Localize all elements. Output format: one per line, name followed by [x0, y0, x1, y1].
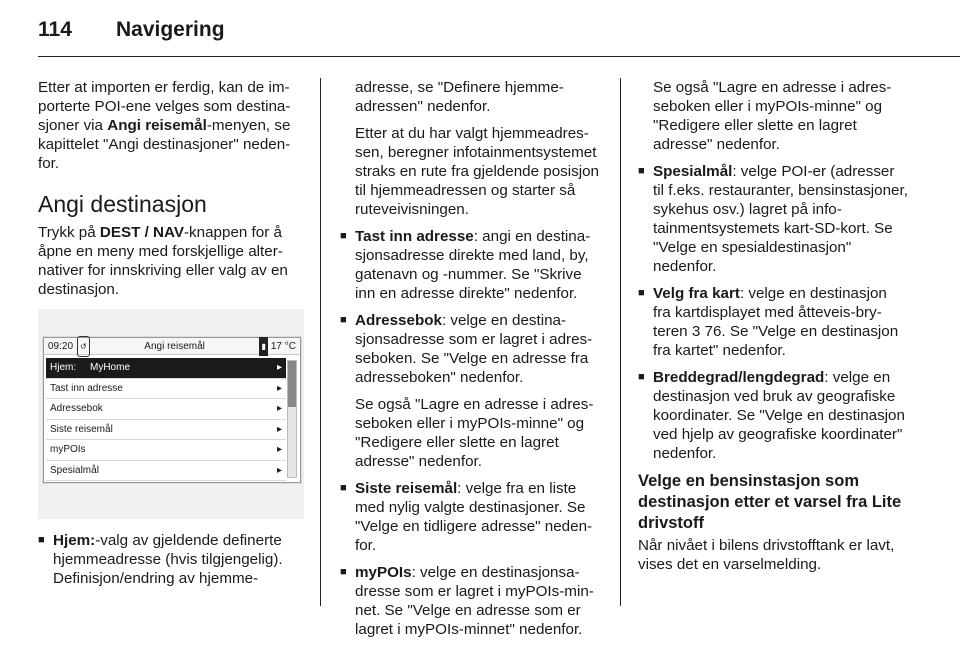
column-divider	[320, 78, 321, 606]
menu-item-tast-inn-adresse[interactable]: Tast inn adresse ▸	[46, 379, 286, 400]
menu-item-spesialmal[interactable]: Spesialmål ▸	[46, 461, 286, 482]
intro-paragraph: Etter at importen er ferdig, kan de importerte POI-ene velges som destinasjoner via Angi reisemål-menyen, se kapittelet "Angi destinasjoner" nedenfor.	[38, 79, 291, 172]
menu-item-siste-reisemal[interactable]: Siste reisemål ▸	[46, 420, 286, 441]
list-item-breddegrad: ■ Breddegrad/lengdegrad: velge en destinasjon ved bruk av geografiske koordinater. Se "Velge en destinasjon ved hjelp av geografiske koordinater" nedenfor.	[638, 368, 908, 463]
list-item-velg-fra-kart: ■ Velg fra kart: velge en destinasjon fra kartdisplayet med åtteveis-bryteren 3 76. Se "Velge en destinasjon fra kartet" nedenfor.	[638, 284, 908, 360]
page-header	[38, 18, 225, 42]
screen-status-bar	[44, 338, 300, 355]
screenshot-figure	[38, 309, 304, 519]
page-title: Navigering	[116, 18, 225, 41]
adressebok-note: Se også "Lagre en adresse i adresseboken eller i myPOIs-minne" og "Redigere eller slette en lagret adresse" nedenfor.	[355, 396, 594, 470]
screen-time: 09:20	[48, 340, 74, 352]
hjem-detail: Etter at du har valgt hjemmeadressen, beregner infotainmentsystemet straks en rute fra gjeldende posisjon til hjemmeadressen og starter så ruteveivisningen.	[355, 125, 599, 218]
chevron-right-icon: ▸	[276, 444, 282, 456]
list-item-adressebok: ■ Adressebok: velge en destinasjonsadresse som er lagret i adresseboken. Se "Velge en adresse fra adresseboken" nedenfor.	[340, 311, 606, 387]
chevron-right-icon: ▸	[276, 423, 282, 435]
chevron-right-icon: ▸	[276, 464, 282, 476]
chevron-right-icon: ▸	[276, 382, 282, 394]
menu-item-adressebok[interactable]: Adressebok ▸	[46, 399, 286, 420]
column-3	[638, 78, 908, 582]
header-rule	[38, 56, 960, 57]
infotainment-screen	[43, 337, 301, 483]
section-heading: Angi destinasjon	[38, 191, 207, 217]
menu-item-hjem[interactable]: Hjem: MyHome ▸	[46, 358, 286, 379]
list-item-spesialmal: ■ Spesialmål: velge POI-er (adresser til f.eks. restauranter, bensinstasjoner, sykehus osv.) lagret på infotainmentsystemets kart-SD-kort. Se "Velge en spesialdestinasjon" nedenfor.	[638, 162, 908, 276]
menu-item-mypois[interactable]: myPOIs ▸	[46, 440, 286, 461]
list-item-mypois: ■ myPOIs: velge en destinasjonsadresse som er lagret i myPOIs-minnet. Se "Velge en adresse som er lagret i myPOIs-minnet" nedenfor.	[340, 563, 606, 639]
screen-temperature: 17 °C	[270, 340, 296, 352]
mypois-note: Se også "Lagre en adresse i adresseboken eller i myPOIs-minne" og "Redigere eller slette en lagret adresse" nedenfor.	[653, 79, 892, 153]
phone-icon: ▮	[259, 337, 267, 356]
screen-scrollbar[interactable]	[287, 360, 297, 478]
list-item-tast-inn-adresse: ■ Tast inn adresse: angi en destinasjonsadresse direkte med land, by, gatenavn og -nummer. Se "Skrive inn en adresse direkte" nedenfor.	[340, 227, 606, 303]
column-2	[340, 78, 606, 647]
page-number: 114	[38, 18, 72, 41]
list-item-hjem: ■ Hjem:-valg av gjeldende definerte hjemmeadresse (hvis tilgjengelig). Definisjon/endring av hjemme-	[38, 531, 304, 588]
scrollbar-thumb[interactable]	[288, 361, 296, 407]
screen-menu	[46, 358, 286, 481]
angi-reisemal-term: Angi reisemål	[107, 117, 207, 134]
column-1	[38, 78, 304, 596]
column-divider	[620, 78, 621, 606]
chevron-right-icon: ▸	[276, 403, 282, 415]
dest-nav-term: DEST / NAV	[99, 224, 184, 241]
screen-title: Angi reisemål	[144, 340, 205, 352]
back-icon: ↺	[77, 336, 90, 357]
subsection-heading: Velge en bensinstasjon som destinasjon etter et varsel fra Lite drivstoff	[638, 472, 902, 532]
fuel-warning-paragraph: Når nivået i bilens drivstofftank er lavt, vises det en varselmelding.	[638, 537, 895, 573]
chevron-right-icon: ▸	[276, 362, 282, 374]
hjem-continuation: adresse, se "Definere hjemmeadressen" nedenfor.	[355, 79, 564, 115]
list-item-siste-reisemal: ■ Siste reisemål: velge fra en liste med nylig valgte destinasjoner. Se "Velge en tidligere adresse" nedenfor.	[340, 479, 606, 555]
dest-nav-paragraph: Trykk på DEST / NAV-knappen for å åpne en meny med forskjellige alternativer for innskriving eller valg av en destinasjon.	[38, 224, 288, 298]
